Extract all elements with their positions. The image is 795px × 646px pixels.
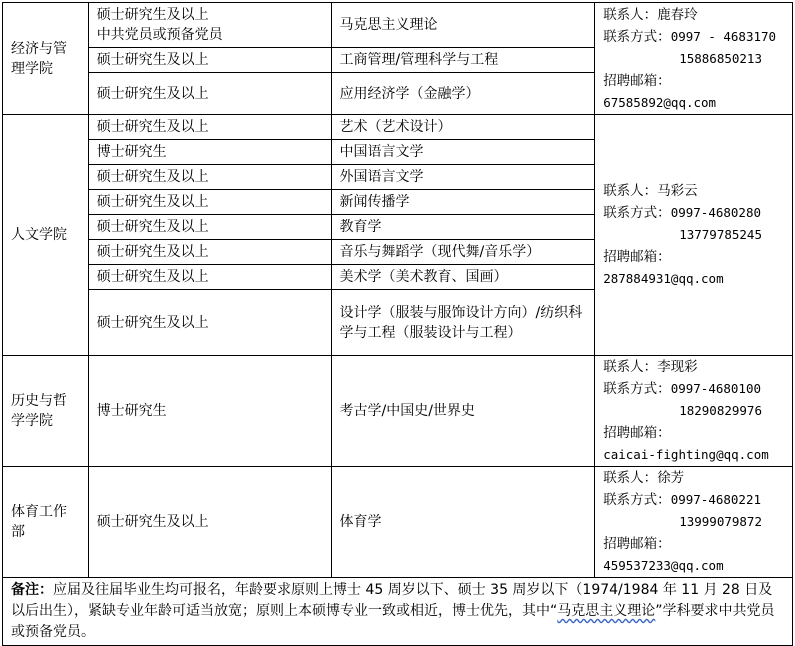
- degree-requirement: 硕士研究生及以上: [96, 244, 209, 260]
- contact-mobile: 13779785245: [679, 227, 762, 242]
- note-label: 备注：: [11, 582, 53, 598]
- contact-cell: [595, 115, 793, 356]
- contact-phone-label: 联系方式：: [603, 381, 671, 397]
- major-name: 美术学（美术教育、国画）: [339, 269, 508, 285]
- contact-mobile: 15886850213: [679, 50, 762, 66]
- college-cell: [3, 115, 89, 356]
- major-name: 工商管理/管理科学与工程: [339, 52, 499, 68]
- degree-requirement: 硕士研究生及以上: [96, 514, 209, 530]
- table-row: [3, 467, 793, 578]
- degree-cell: [88, 240, 331, 265]
- college-name: 经济与管理学院: [11, 40, 67, 77]
- contact-cell: [595, 356, 793, 467]
- contact-cell: [595, 467, 793, 578]
- major-name: 外国语言文学: [339, 169, 424, 185]
- degree-requirement: 硕士研究生及以上: [96, 169, 209, 185]
- major-cell: [331, 190, 595, 215]
- major-cell: [331, 140, 595, 165]
- note-text: 应届及往届毕业生均可报名，年龄要求原则上博士 45 周岁以下、硕士 35 周岁以下（1974/1984 年 11 月 28 日及以后出生），紧缺专业年龄可适当放宽；原则上本硕博专业一致或相近，博士优先，其中“: [11, 582, 773, 619]
- major-cell: [331, 265, 595, 290]
- major-name: 设计学（服装与服饰设计方向）/纺织科学与工程（服装设计与工程）: [339, 304, 583, 341]
- degree-cell: [88, 265, 331, 290]
- degree-requirement: 硕士研究生及以上: [96, 85, 209, 102]
- major-cell: [331, 3, 595, 48]
- major-cell: [331, 115, 595, 140]
- college-name: 人文学院: [11, 227, 67, 243]
- degree-cell: [88, 356, 331, 467]
- major-name: 音乐与舞蹈学（现代舞/音乐学）: [339, 244, 541, 260]
- college-cell: [3, 3, 89, 115]
- party-requirement: 中共党员或预备党员: [96, 27, 223, 43]
- major-name: 新闻传播学: [339, 194, 410, 210]
- note-text-end: ”学科要求中共党员或预备党员。: [11, 603, 775, 640]
- contact-email[interactable]: 67585892@qq.com: [603, 94, 717, 110]
- contact-email[interactable]: caicai-fighting@qq.com: [603, 447, 769, 462]
- major-name: 体育学: [339, 514, 382, 530]
- contact-person: 鹿春玲: [657, 6, 698, 23]
- college-name: 历史与哲学学院: [11, 393, 67, 429]
- contact-email[interactable]: 287884931@qq.com: [603, 271, 724, 286]
- contact-person-label: 联系人：: [603, 183, 658, 199]
- major-name: 马克思主义理论: [339, 17, 438, 33]
- major-cell: [331, 240, 595, 265]
- contact-phone: 0997-4680100: [670, 381, 761, 396]
- contact-email-label: 招聘邮箱：: [603, 536, 671, 552]
- table-row: [3, 356, 793, 467]
- contact-person: 李现彩: [657, 359, 698, 375]
- degree-requirement: 博士研究生: [96, 403, 167, 419]
- major-cell: [331, 48, 595, 73]
- degree-requirement: 硕士研究生及以上: [96, 52, 209, 68]
- degree-requirement: 硕士研究生及以上: [96, 194, 209, 210]
- degree-cell: [88, 140, 331, 165]
- major-cell: [331, 215, 595, 240]
- degree-requirement: 硕士研究生及以上: [96, 119, 209, 135]
- college-cell: [3, 467, 89, 578]
- major-name: 教育学: [339, 219, 382, 235]
- contact-person-label: 联系人：: [603, 359, 658, 375]
- contact-mobile: 18290829976: [679, 403, 762, 418]
- contact-phone-label: 联系方式：: [603, 28, 671, 45]
- contact-person-label: 联系人：: [603, 6, 658, 23]
- degree-cell: [88, 3, 331, 48]
- major-cell: [331, 356, 595, 467]
- contact-person: 徐芳: [657, 470, 685, 486]
- major-cell: [331, 290, 595, 356]
- contact-phone-label: 联系方式：: [603, 205, 671, 221]
- degree-cell: [88, 467, 331, 578]
- degree-requirement: 硕士研究生及以上: [96, 314, 209, 331]
- degree-requirement: 硕士研究生及以上: [96, 7, 209, 23]
- degree-cell: [88, 165, 331, 190]
- contact-mobile: 13999079872: [679, 514, 762, 529]
- major-cell: [331, 467, 595, 578]
- contact-email-label: 招聘邮箱：: [603, 425, 671, 441]
- contact-cell: [595, 3, 793, 115]
- major-cell: [331, 73, 595, 115]
- contact-person: 马彩云: [657, 183, 698, 199]
- contact-email-label: 招聘邮箱：: [603, 72, 671, 89]
- degree-cell: [88, 215, 331, 240]
- recruitment-table: [2, 2, 793, 646]
- table-row: [3, 3, 793, 48]
- degree-cell: [88, 115, 331, 140]
- contact-person-label: 联系人：: [603, 470, 658, 486]
- note-row: [3, 578, 793, 646]
- degree-cell: [88, 290, 331, 356]
- contact-phone-label: 联系方式：: [603, 492, 671, 508]
- table-row: [3, 115, 793, 140]
- major-name: 考古学/中国史/世界史: [339, 403, 475, 419]
- degree-cell: [88, 48, 331, 73]
- contact-phone: 0997-4680280: [670, 205, 761, 220]
- degree-cell: [88, 73, 331, 115]
- contact-email-label: 招聘邮箱：: [603, 249, 671, 265]
- note-cell: [3, 578, 793, 646]
- major-name: 中国语言文学: [339, 144, 424, 160]
- college-name: 体育工作部: [11, 504, 67, 540]
- college-cell: [3, 356, 89, 467]
- degree-cell: [88, 190, 331, 215]
- major-name: 艺术（艺术设计）: [339, 119, 452, 135]
- major-name: 应用经济学（金融学）: [339, 85, 480, 102]
- note-highlight: 马克思主义理论: [557, 603, 656, 619]
- major-cell: [331, 165, 595, 190]
- degree-requirement: 硕士研究生及以上: [96, 219, 209, 235]
- degree-requirement: 博士研究生: [96, 144, 167, 160]
- contact-phone: 0997 - 4683170: [670, 28, 777, 44]
- degree-requirement: 硕士研究生及以上: [96, 269, 209, 285]
- contact-email[interactable]: 459537233@qq.com: [603, 558, 724, 573]
- contact-phone: 0997-4680221: [670, 492, 761, 507]
